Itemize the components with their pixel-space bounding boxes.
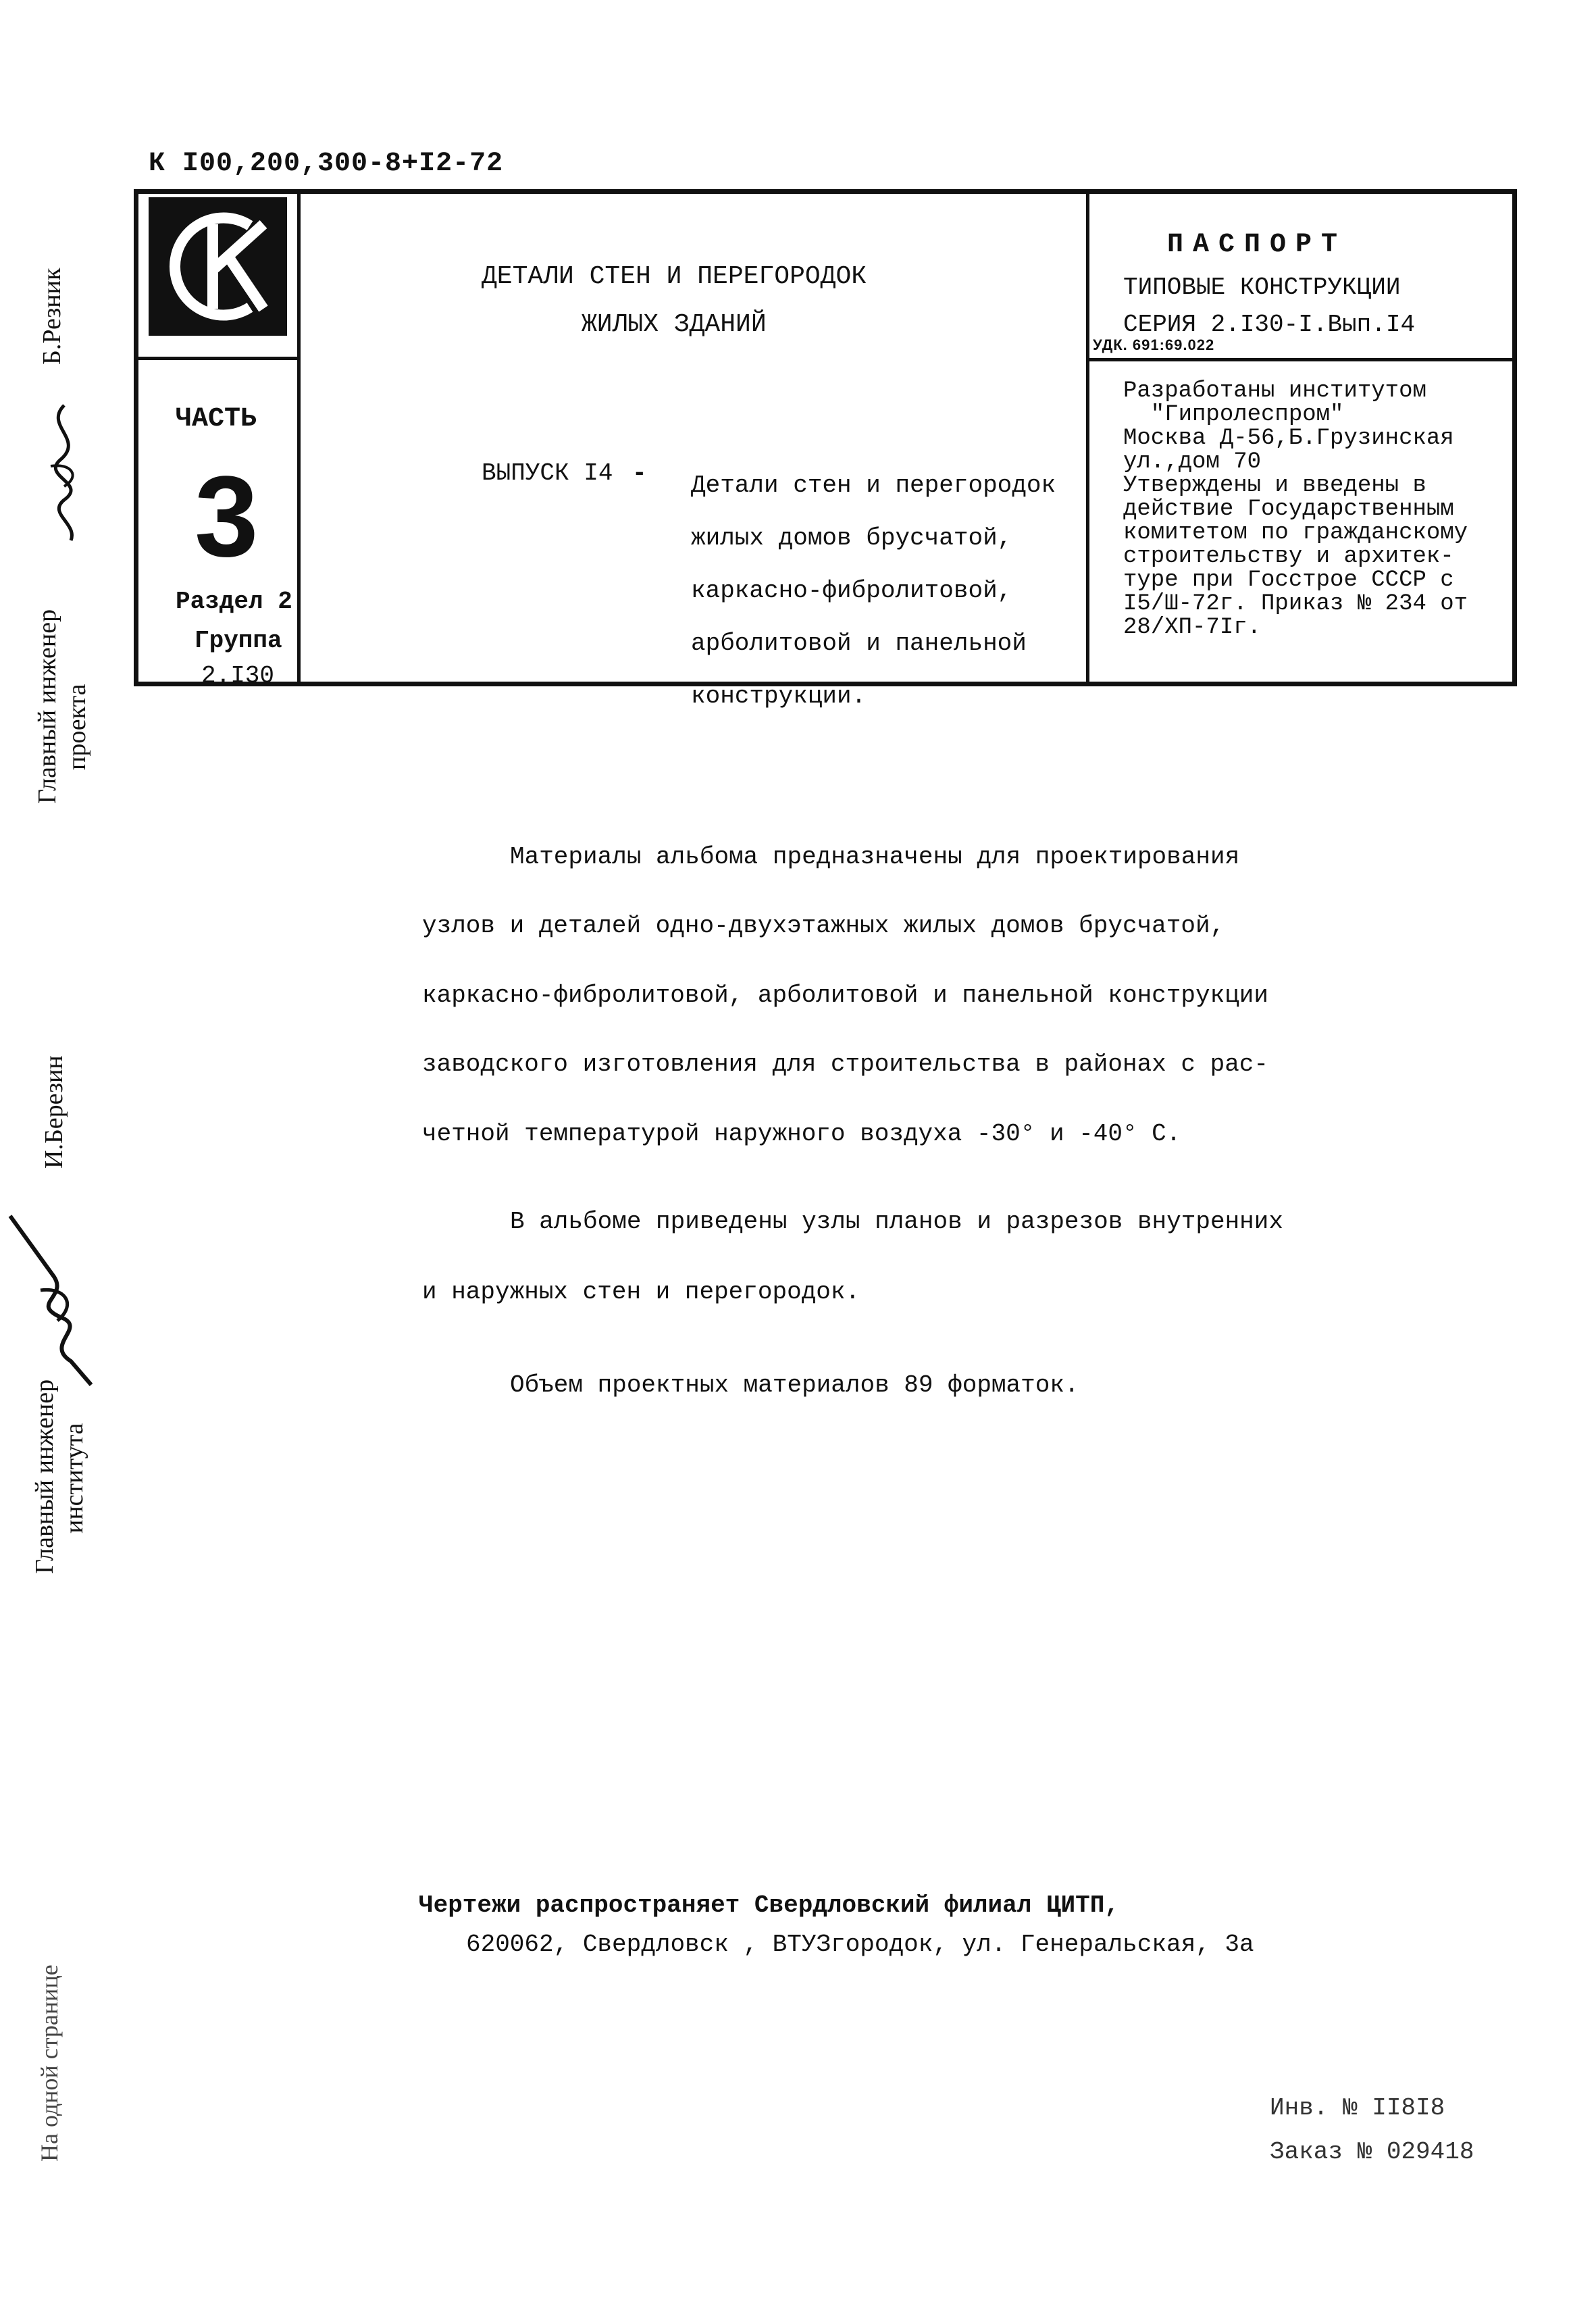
issue-line: каркасно-фибролитовой, — [691, 577, 1012, 605]
developer-line: Утверждены и введены в — [1123, 473, 1426, 499]
stamp-divider-left — [297, 189, 301, 686]
body-line: Объем проектных материалов 89 форматок. — [510, 1371, 1079, 1399]
group-label: Группа — [195, 627, 282, 655]
engineer-role-1b: проекта — [63, 684, 91, 770]
part-label: ЧАСТЬ — [176, 404, 257, 434]
body-line: каркасно-фибролитовой, арболитовой и панельной конструкции — [422, 982, 1269, 1009]
body-line: и наружных стен и перегородок. — [422, 1278, 860, 1306]
engineer-role-2a: Главный инженер — [30, 1379, 59, 1574]
developer-info — [1123, 380, 1501, 640]
stamp-divider-passport — [1086, 358, 1517, 361]
signature-1-icon — [24, 399, 105, 554]
body-line: Материалы альбома предназначены для проектирования — [510, 843, 1240, 871]
engineer-role-2b: института — [60, 1423, 88, 1533]
engineer-role-1a: Главный инженер — [33, 609, 61, 804]
ck-logo — [149, 197, 287, 336]
type-line: ТИПОВЫЕ КОНСТРУКЦИИ — [1123, 274, 1401, 301]
order-number: Заказ № 029418 — [1270, 2138, 1474, 2166]
page-note: На одной странице — [36, 1964, 63, 2162]
document-code: К I00,200,300-8+I2-72 — [149, 149, 504, 179]
inventory-number: Инв. № II8I8 — [1270, 2094, 1445, 2122]
body-line: В альбоме приведены узлы планов и разрезов внутренних — [510, 1208, 1283, 1236]
group-code: 2.I30 — [201, 662, 275, 690]
udk-code: УДК. 691:69.022 — [1093, 336, 1215, 353]
body-line: четной температурой наружного воздуха -30° и -40° С. — [422, 1120, 1181, 1148]
signature-2-icon — [3, 1202, 105, 1392]
stamp-title — [482, 262, 867, 339]
issue-label: ВЫПУСК I4 — [482, 459, 613, 487]
issue-line: Детали стен и перегородок — [691, 472, 1056, 499]
developer-line: Разработаны институтом — [1123, 378, 1426, 404]
developer-line: ул.,дом 70 — [1123, 449, 1262, 475]
issue-description — [691, 459, 1056, 723]
distributor-line-2: 620062, Свердловск , ВТУЗгородок, ул. Генеральская, 3а — [466, 1931, 1254, 1958]
engineer-name-1: Б.Резник — [38, 268, 66, 365]
title-stamp — [134, 189, 1517, 710]
issue-line: конструкции. — [691, 682, 867, 710]
stamp-divider-logo — [134, 357, 299, 360]
developer-line: 28/ХП-7Iг. — [1123, 615, 1262, 640]
body-line: заводского изготовления для строительства в районах с рас- — [422, 1050, 1269, 1078]
stamp-divider-right — [1086, 189, 1089, 686]
distributor-line-1: Чертежи распространяет Свердловский филиал ЦИТП, — [419, 1891, 1119, 1919]
developer-line: I5/Ш-72г. Приказ № 234 от — [1123, 591, 1468, 617]
issue-dash: - — [632, 459, 647, 487]
engineer-name-2: И.Березин — [40, 1055, 68, 1169]
body-line: узлов и деталей одно-двухэтажных жилых домов брусчатой, — [422, 912, 1225, 940]
developer-line: комитетом по гражданскому — [1123, 520, 1468, 546]
part-number: 3 — [195, 453, 259, 581]
series-line: СЕРИЯ 2.I30-I.Вып.I4 — [1123, 311, 1416, 338]
developer-line: "Гипролеспром" — [1123, 402, 1344, 428]
passport-heading: ПАСПОРТ — [1167, 230, 1347, 260]
title-line-2: ЖИЛЫХ ЗДАНИЙ — [582, 310, 767, 339]
developer-line: строительству и архитек- — [1123, 544, 1454, 569]
issue-line: арболитовой и панельной — [691, 630, 1027, 657]
developer-line: действие Государственным — [1123, 497, 1454, 522]
developer-line: туре при Госстрое СССР с — [1123, 567, 1454, 593]
developer-line: Москва Д-56,Б.Грузинская — [1123, 426, 1454, 451]
section-label: Раздел 2 — [176, 588, 292, 615]
title-line-1: ДЕТАЛИ СТЕН И ПЕРЕГОРОДОК — [482, 262, 867, 291]
ck-logo-icon — [149, 197, 287, 336]
issue-line: жилых домов брусчатой, — [691, 524, 1012, 552]
